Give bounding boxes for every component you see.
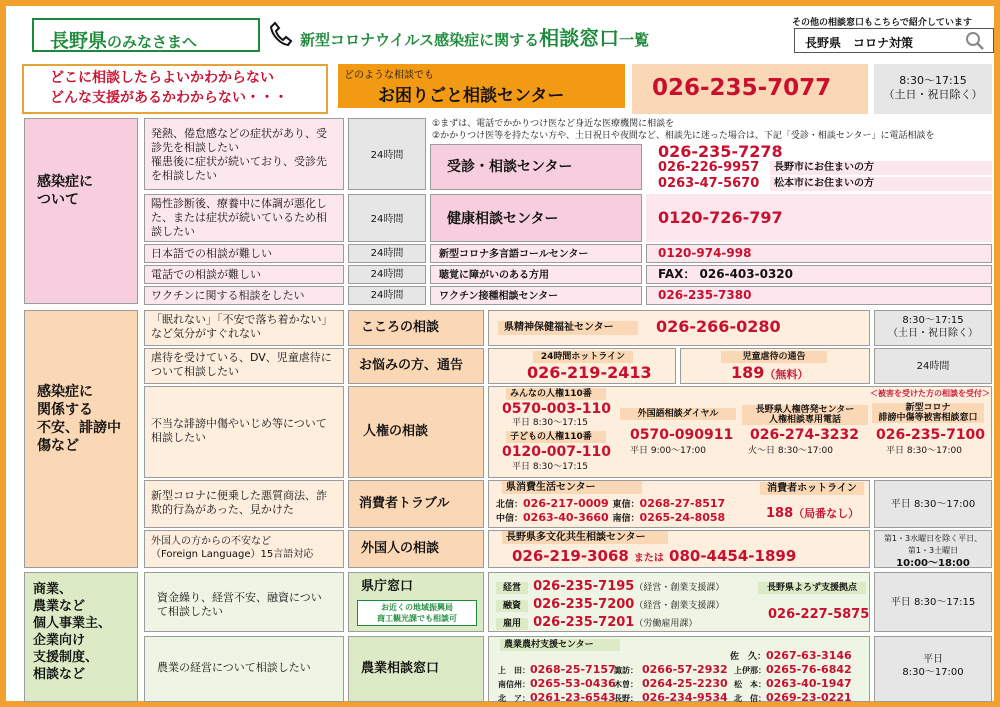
s2r3-need: 不当な誹謗中傷やいじめ等について相談したい xyxy=(144,386,344,478)
s3r2-row xyxy=(494,672,868,690)
s3r1-rows xyxy=(496,575,756,629)
s2r4-r2-p2[interactable]: 0265-24-8058 xyxy=(639,511,726,524)
header-subtitle xyxy=(300,22,780,51)
s2r3-e-phone[interactable]: 026-235-7100 xyxy=(876,427,986,443)
intro-phone-box[interactable] xyxy=(632,64,868,114)
intro-center xyxy=(338,64,625,108)
s3r1-hours: 平日 8:30～17:15 xyxy=(874,572,992,632)
s2r5-phones xyxy=(512,546,796,565)
s3r1-row xyxy=(496,611,756,629)
s3r2-r3-l3: 北 信： xyxy=(734,694,766,703)
sec3-category-text: 商業、 農業など 個人事業主、 企業向け 支援制度、 相談など xyxy=(33,582,112,682)
question-line2: どんな支援があるかわからない・・・ xyxy=(50,90,288,106)
s2r2-hotline-box xyxy=(488,348,676,384)
s1r2-name: 健康相談センター xyxy=(447,211,559,227)
s1r4-need: 電話での相談が難しい xyxy=(144,265,344,284)
s2r5-name-box xyxy=(348,530,484,568)
s2r4-row2 xyxy=(496,511,725,525)
s2r3-b-phone[interactable]: 0120-007-110 xyxy=(502,444,612,460)
subtitle-pre: 新型コロナウイルス感染症に関する xyxy=(300,31,540,49)
s1r2-need: 陽性診断後、療養中に体調が悪化した、または症状が続いているため相談したい xyxy=(144,194,344,242)
question-line1: どこに相談したらよいかわからない xyxy=(50,70,274,86)
s3r1-r1-label: 経営 xyxy=(496,582,528,594)
s3r1-r3-dept: （労働雇用課） xyxy=(634,619,698,629)
s2r4-name-box xyxy=(348,480,484,528)
sec1-note1: ①まずは、電話でかかりつけ医など身近な医療機関に相談を xyxy=(432,119,675,129)
intro-hours1: 8:30～17:15 xyxy=(899,74,967,87)
s3r2-r2-l2: 木曽： xyxy=(614,680,638,689)
s3r2-r3-p1[interactable]: 0261-23-6543 xyxy=(530,691,616,704)
s3r1-row xyxy=(496,593,756,611)
s1r1-phone3[interactable]: 0263-47-5670 xyxy=(658,176,760,191)
s2r1-hours xyxy=(874,310,992,346)
s1r3-hours: 24時間 xyxy=(348,244,426,263)
s2r2-hours: 24時間 xyxy=(874,348,992,384)
s3r1-row xyxy=(496,575,756,593)
s3r1-note2: 商工観光課でも相談可 xyxy=(377,614,457,623)
intro-center-sub: どのような相談でも xyxy=(344,70,434,81)
s1r2-name-box xyxy=(430,194,642,242)
s2r4-hours: 平日 8:30～17:00 xyxy=(874,480,992,528)
s3r2-r0-l3: 佐 久： xyxy=(729,652,766,662)
s1r5-phone[interactable]: 026-235-7380 xyxy=(658,288,752,302)
s2r4-r1-l1: 北信： xyxy=(496,500,524,510)
s2r2-hl-label: 24時間ホットライン xyxy=(533,351,633,363)
s3r2-r1-p2[interactable]: 0266-57-2932 xyxy=(642,663,728,676)
sec1-category-text: 感染症に ついて xyxy=(37,174,93,208)
intro-hours2: （土日・祝日除く） xyxy=(883,88,983,101)
s2r3-c-hours: 平日 9:00～17:00 xyxy=(630,446,707,456)
s2r4-r1-p2[interactable]: 0268-27-8517 xyxy=(639,497,726,510)
s2r4-hl-phone[interactable]: 188 xyxy=(766,506,794,521)
s2r5-name: 外国人の相談 xyxy=(361,541,440,556)
s3r2-table xyxy=(494,644,868,704)
subtitle-post: 一覧 xyxy=(619,31,650,49)
s1r1-need: 発熱、倦怠感などの症状があり、受診先を相談したい 罹患後に症状が続いており、受診先を相談したい xyxy=(144,118,344,190)
sec2-category-text: 感染症に 関係する 不安、誹謗中 傷など xyxy=(37,384,121,454)
s2r3-a-phone[interactable]: 0570-003-110 xyxy=(502,401,612,417)
s3r2-need: 農業の経営について相談したい xyxy=(144,636,344,702)
s3r2-r2-l3: 松 本： xyxy=(734,680,766,689)
s3r2-row xyxy=(494,644,868,662)
s2r1-hours1: 8:30～17:15 xyxy=(902,315,964,326)
s2r4-center: 県消費生活センター xyxy=(502,481,642,494)
s1r4-phone[interactable]: FAX： 026-403-0320 xyxy=(658,267,793,281)
s2r5-center: 長野県多文化共生相談センター xyxy=(502,531,668,544)
s1r2-phone[interactable]: 0120-726-797 xyxy=(658,208,783,227)
s3r2-r2-l1: 南信州： xyxy=(498,680,530,689)
s1r1-hours: 24時間 xyxy=(348,118,426,190)
s2r4-r1-l2: 東信： xyxy=(612,500,640,510)
s1r1-phone2[interactable]: 026-226-9957 xyxy=(658,160,760,175)
s3r2-name: 農業相談窓口 xyxy=(361,661,440,676)
s3r2-r3-l1: 北 ア： xyxy=(498,694,530,703)
s2r2-name-box xyxy=(348,348,484,384)
s3r2-r3-p3[interactable]: 0269-23-0221 xyxy=(766,691,852,704)
other-note: その他の相談窓口もこちらで紹介しています xyxy=(792,18,972,28)
s2r2-need: 虐待を受けている、DV、児童虐待について相談したい xyxy=(144,348,344,384)
s3r1-yorozu-phone[interactable]: 026-227-5875 xyxy=(768,607,870,622)
s3r2-r1-l2: 諏訪： xyxy=(614,666,638,675)
s2r2-ca-phone[interactable]: 189 xyxy=(731,363,765,382)
search-icon[interactable] xyxy=(965,31,985,55)
s2r3-name-box xyxy=(348,386,484,478)
s3r1-name-box xyxy=(348,572,484,632)
s2r4-r1-p1[interactable]: 026-217-0009 xyxy=(523,497,609,510)
s1r2-hours: 24時間 xyxy=(348,194,426,242)
s2r3-b-label: 子どもの人権110番 xyxy=(506,431,606,443)
s3r2-r1-p1[interactable]: 0268-25-7157 xyxy=(530,663,616,676)
s2r4-hl-note: （局番なし） xyxy=(793,507,860,520)
s2r1-name: こころの相談 xyxy=(361,320,440,335)
s2r3-d-hours: 火～日 8:30～17:00 xyxy=(748,446,834,456)
sec2-category xyxy=(24,310,138,568)
header-title-rest: のみなさまへ xyxy=(107,33,198,51)
s2r4-r2-p1[interactable]: 0263-40-3660 xyxy=(523,511,609,524)
s2r3-c-phone[interactable]: 0570-090911 xyxy=(630,427,734,443)
s2r1-need: 「眠れない」「不安で落ち着かない」など気分がすぐれない xyxy=(144,310,344,346)
sec1-note2: ②かかりつけ医等を持たない方や、土日祝日や夜間など、相談先に迷った場合は、下記「受診・相談センター」に電話相談を xyxy=(432,131,935,141)
s3r2-r3-p2[interactable]: 026-234-9534 xyxy=(642,691,728,704)
s3r2-hours xyxy=(874,636,992,702)
s1r3-phone[interactable]: 0120-974-998 xyxy=(658,246,752,260)
s3r2-r1-l1: 上 田： xyxy=(498,666,530,675)
s2r2-name: お悩みの方、通告 xyxy=(359,358,464,373)
s2r2-ca-label: 児童虐待の通告 xyxy=(721,351,827,363)
search-box[interactable] xyxy=(794,28,994,53)
s3r1-r1-dept: （経営・創業支援課） xyxy=(634,583,725,593)
s1r5-hours: 24時間 xyxy=(348,286,426,305)
intro-phone[interactable]: 026-235-7077 xyxy=(652,75,832,101)
sec1-category xyxy=(24,118,138,304)
s2r1-hours2: （土日・祝日除く） xyxy=(888,328,978,339)
s1r5-name: ワクチン接種相談センター xyxy=(430,286,642,305)
s2r4-name: 消費者トラブル xyxy=(359,496,450,511)
s2r4-hl-wrap xyxy=(766,502,859,522)
s3r1-r2-label: 融資 xyxy=(496,600,528,612)
s1r4-hours: 24時間 xyxy=(348,265,426,284)
s3r1-r1-phone[interactable]: 026-235-7195 xyxy=(533,579,635,594)
s2r3-e-hours: 平日 8:30～17:00 xyxy=(886,446,963,456)
subtitle-main: 相談窓口 xyxy=(539,26,620,50)
s3r2-r2-p2[interactable]: 0264-25-2230 xyxy=(642,677,728,690)
s2r2-ca-note: （無料） xyxy=(764,368,809,381)
s2r3-e-label: 新型コロナ 誹謗中傷等被害相談窓口 xyxy=(872,403,984,423)
s2r4-hl-label: 消費者ホットライン xyxy=(760,482,864,495)
s1r1-name: 受診・相談センター xyxy=(447,159,573,175)
header-title-box xyxy=(32,18,260,52)
s2r3-a-hours: 平日 8:30～17:15 xyxy=(512,418,589,428)
s3r1-yorozu-label: 長野県よろず支援拠点 xyxy=(758,582,866,594)
s3r2-r3-l2: 長野： xyxy=(614,694,638,703)
s3r1-note1: お近くの地域振興局 xyxy=(381,603,453,612)
s3r1-r3-phone[interactable]: 026-235-7201 xyxy=(533,615,635,630)
sec3-category xyxy=(24,572,138,702)
s3r2-center: 農業農村支援センター xyxy=(500,639,620,651)
s2r4-r2-l1: 中信： xyxy=(496,514,524,524)
s3r2-row xyxy=(494,658,868,676)
s2r4-need: 新型コロナに便乗した悪質商法、詐欺的行為があった、見かけた xyxy=(144,480,344,528)
s1r5-need: ワクチンに関する相談をしたい xyxy=(144,286,344,305)
s2r1-org: 県精神保健福祉センター xyxy=(498,321,638,335)
s1r1-note2: 長野市にお住まいの方 xyxy=(770,161,992,175)
s3r2-r0-p3[interactable]: 0267-63-3146 xyxy=(766,649,852,662)
s1r1-note3: 松本市にお住まいの方 xyxy=(770,177,992,191)
header-pref: 長野県 xyxy=(50,30,108,52)
phone-icon xyxy=(268,20,294,48)
s1r3-name: 新型コロナ多言語コールセンター xyxy=(430,244,642,263)
s3r2-hours1: 平日 xyxy=(923,654,943,665)
s2r1-name-box xyxy=(348,310,484,346)
intro-hours xyxy=(874,64,992,114)
s2r2-ca-wrap xyxy=(731,363,808,382)
s3r2-hours2: 8:30～17:00 xyxy=(902,667,964,678)
s2r3-name: 人権の相談 xyxy=(363,424,429,439)
s3r1-note xyxy=(357,600,477,626)
s1r1-phone1[interactable]: 026-235-7278 xyxy=(658,142,783,161)
intro-center-name: お困りごと相談センター xyxy=(378,86,565,106)
s2r5-phone1[interactable]: 026-219-3068 xyxy=(512,547,629,565)
s2r5-hours3: 10:00～18:00 xyxy=(896,558,970,569)
s1r4-name: 聴覚に障がいのある方用 xyxy=(430,265,642,284)
search-text: 長野県 コロナ対策 xyxy=(805,36,914,50)
s2r5-or: または xyxy=(633,553,664,564)
s2r2-abuse-box xyxy=(680,348,870,384)
s2r5-need: 外国人の方からの不安など （Foreign Language）15言語対応 xyxy=(144,530,344,568)
s3r1-r3-label: 雇用 xyxy=(496,618,528,630)
s2r5-hours xyxy=(874,530,992,568)
s2r3-a-label: みんなの人権110番 xyxy=(506,388,606,400)
s2r3-c-label: 外国語相談ダイヤル xyxy=(620,408,736,420)
s3r1-name: 県庁窓口 xyxy=(361,579,414,594)
s2r3-d-label: 長野県人権啓発センター 人権相談専用電話 xyxy=(742,405,868,425)
s2r5-hours2: 第1・3土曜日 xyxy=(907,546,959,555)
s3r2-r1-l3: 上伊那： xyxy=(734,666,766,675)
s2r3-e-head: ＜被害を受けた方の相談を受付＞ xyxy=(870,389,990,398)
s2r4-row1 xyxy=(496,497,725,511)
s2r4-r2-l2: 南信： xyxy=(612,514,640,524)
s3r2-r2-p3[interactable]: 0263-40-1947 xyxy=(766,677,852,690)
s1r3-need: 日本語での相談が難しい xyxy=(144,244,344,263)
s3r2-r1-p3[interactable]: 0265-76-6842 xyxy=(766,663,852,676)
s3r1-need: 資金繰り、経営不安、融資について相談したい xyxy=(144,572,344,632)
s2r3-d-phone[interactable]: 026-274-3232 xyxy=(750,427,860,443)
s2r2-hl-phone[interactable]: 026-219-2413 xyxy=(527,363,652,382)
s3r2-row xyxy=(494,686,868,704)
s3r2-name-box xyxy=(348,636,484,702)
s2r5-hours1: 第1・3水曜日を除く平日、 xyxy=(883,534,983,543)
intro-question xyxy=(22,64,328,114)
s1r1-name-box xyxy=(430,144,642,190)
s3r1-r2-phone[interactable]: 026-235-7200 xyxy=(533,597,635,612)
s3r1-r2-dept: （経営・創業支援課） xyxy=(634,601,725,611)
s2r5-phone2[interactable]: 080-4454-1899 xyxy=(669,547,797,565)
s2r1-phone[interactable]: 026-266-0280 xyxy=(656,317,781,336)
s3r2-r2-p1[interactable]: 0265-53-0436 xyxy=(530,677,616,690)
s2r3-b-hours: 平日 8:30～17:15 xyxy=(512,462,589,472)
